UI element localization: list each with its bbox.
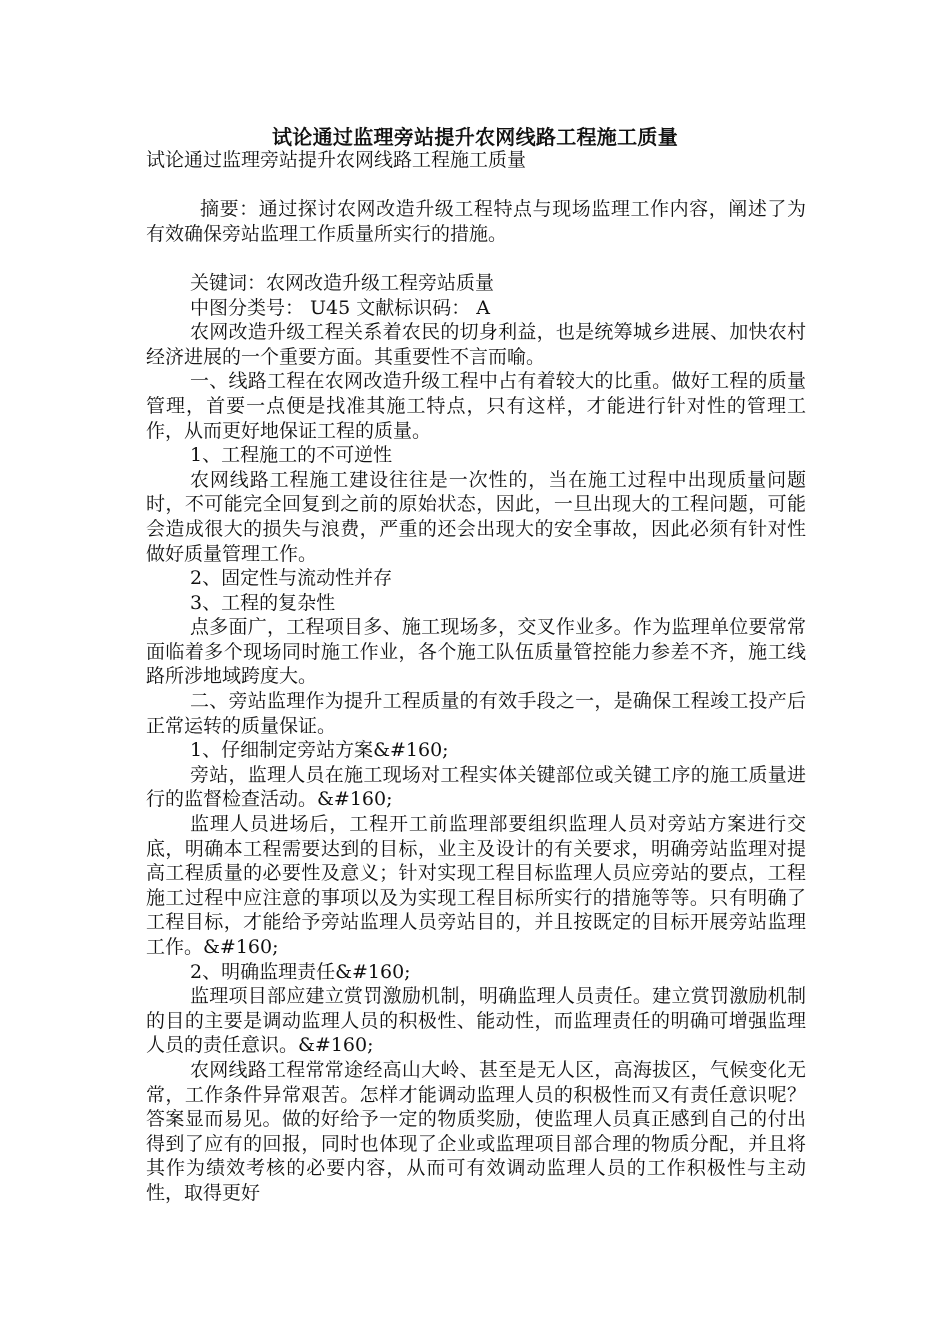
keywords-line: 关键词：农网改造升级工程旁站质量 <box>190 271 495 294</box>
body-paragraph: 农网线路工程施工建设往往是一次性的，当在施工过程中出现质量问题时，不可能完全回复到之前的原始状态，因此，一旦出现大的工程问题，可能会造成很大的损失与浪费，严重的还会出现大的安全事故，因此必须有针对性做好质量管理工作。 <box>146 468 806 565</box>
document-title: 试论通过监理旁站提升农网线路工程施工质量 <box>272 125 678 149</box>
body-paragraph: 农网线路工程常常途经高山大岭、甚至是无人区，高海拔区，气候变化无常，工作条件异常艰苦。怎样才能调动监理人员的积极性而又有责任意识呢？答案显而易见。做的好给予一定的物质奖励，使监理人员真正感到自己的付出得到了应有的回报，同时也体现了企业或监理项目部合理的物质分配，并且将其作为绩效考核的必要内容，从而可有效调动监理人员的工作积极性与主动性，取得更好 <box>146 1058 806 1204</box>
abstract-paragraph: 摘要：通过探讨农网改造升级工程特点与现场监理工作内容，阐述了为有效确保旁站监理工作质量所实行的措施。 <box>146 198 806 245</box>
classification-line: 中图分类号： U45 文献标识码： A <box>190 296 491 319</box>
body-paragraph: 点多面广，工程项目多、施工现场多，交叉作业多。作为监理单位要常常面临着多个现场同时施工作业，各个施工队伍质量管控能力参差不齐，施工线路所涉地域跨度大。 <box>146 616 806 688</box>
body-paragraph: 农网改造升级工程关系着农民的切身利益，也是统筹城乡进展、加快农村经济进展的一个重要方面。其重要性不言而喻。 <box>146 321 806 368</box>
subsection-heading: 2、明确监理责任&#160; <box>190 960 411 983</box>
body-paragraph: 监理项目部应建立赏罚激励机制，明确监理人员责任。建立赏罚激励机制的目的主要是调动监理人员的积极性、能动性，而监理责任的明确可增强监理人员的责任意识。&#160; <box>146 985 806 1057</box>
blank-line <box>146 173 806 198</box>
body-paragraph: 旁站，监理人员在施工现场对工程实体关键部位或关键工序的施工质量进行的监督检查活动。&#160; <box>146 763 806 811</box>
document-subtitle: 试论通过监理旁站提升农网线路工程施工质量 <box>146 149 527 171</box>
subsection-heading: 1、工程施工的不可逆性 <box>190 444 393 467</box>
blank-line <box>146 246 806 271</box>
subsection-heading: 3、工程的复杂性 <box>190 591 336 614</box>
section-heading-paragraph: 一、线路工程在农网改造升级工程中占有着较大的比重。做好工程的质量管理，首要一点便是找准其施工特点，只有这样，才能进行针对性的管理工作，从而更好地保证工程的质量。 <box>146 370 806 442</box>
subsection-heading: 1、仔细制定旁站方案&#160; <box>190 739 449 762</box>
subsection-heading: 2、固定性与流动性并存 <box>190 567 393 590</box>
body-paragraph: 监理人员进场后，工程开工前监理部要组织监理人员对旁站方案进行交底，明确本工程需要达到的目标，业主及设计的有关要求，明确旁站监理对提高工程质量的必要性及意义；针对实现工程目标监理人员应旁站的要点，工程施工过程中应注意的事项以及为实现工程目标所实行的措施等等。只有明确了工程目标，才能给予旁站监理人员旁站目的，并且按既定的目标开展旁站监理工作。&#160; <box>146 813 806 958</box>
document-body <box>146 148 806 1206</box>
section-heading-paragraph: 二、旁站监理作为提升工程质量的有效手段之一，是确保工程竣工投产后正常运转的质量保证。 <box>146 690 806 737</box>
